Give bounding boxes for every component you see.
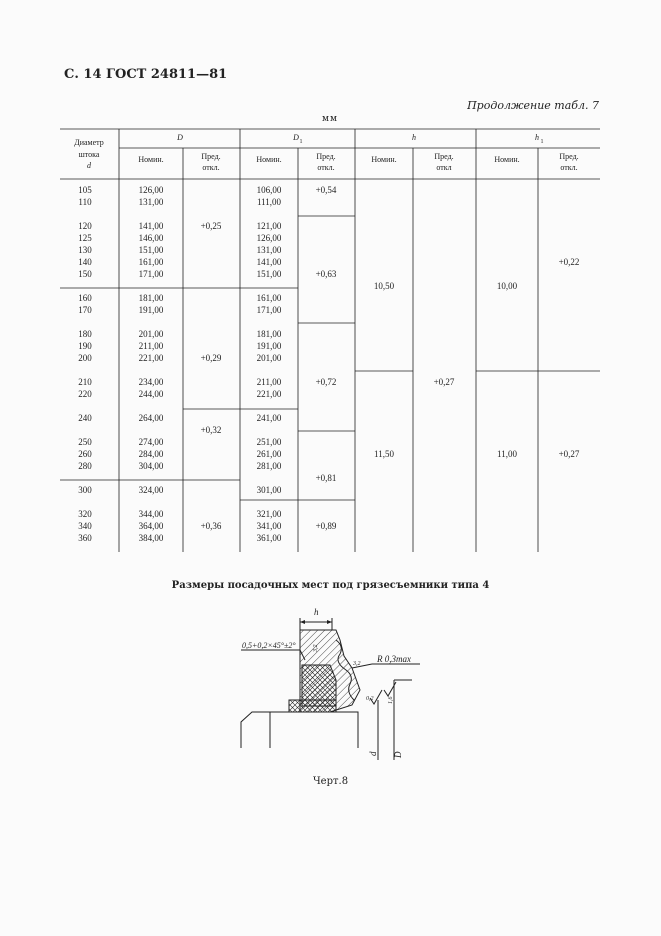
row-d-value: 320 [78, 509, 92, 519]
row-D1-nominal: 171,00 [256, 305, 282, 315]
row-D-nominal: 141,00 [138, 221, 164, 231]
dim-label-d: d [368, 751, 378, 756]
roughness-label: 1,6 [388, 696, 394, 704]
row-d-value: 110 [78, 197, 92, 207]
row-D1-nominal: 211,00 [256, 377, 282, 387]
h1-nominal: 11,00 [497, 449, 517, 459]
row-D1-nominal: 261,00 [256, 449, 282, 459]
row-D1-nominal: 251,00 [256, 437, 282, 447]
D1-tolerance: +0,89 [315, 521, 337, 531]
row-D-nominal: 151,00 [138, 245, 164, 255]
subheader-nominal: Номин. [138, 155, 164, 164]
dim-label-radius: R 0,3max [377, 654, 411, 664]
subheader-nominal: Номин. [494, 155, 520, 164]
col-header-h1: 1 [540, 139, 544, 145]
row-d-value: 150 [78, 269, 92, 279]
col-header-D: D [177, 133, 183, 142]
subheader-deviation: откл. [560, 163, 578, 172]
row-D1-nominal: 111,00 [256, 197, 282, 207]
col-header-d: штока [78, 150, 100, 159]
subheader-nominal: Номин. [371, 155, 397, 164]
row-d-value: 260 [78, 449, 92, 459]
dim-label-chamfer: 0,5+0,2×45°±2° [242, 641, 296, 650]
row-d-value: 220 [78, 389, 92, 399]
row-D-nominal: 126,00 [138, 185, 164, 195]
row-d-value: 180 [78, 329, 92, 339]
row-D-nominal: 284,00 [138, 449, 164, 459]
table-continuation-note: Продолжение табл. 7 [467, 99, 599, 112]
row-d-value: 200 [78, 353, 92, 363]
row-D-nominal: 161,00 [138, 257, 164, 267]
row-D-nominal: 221,00 [138, 353, 164, 363]
subheader-deviation: Пред. [434, 152, 454, 161]
D1-tolerance: +0,54 [315, 185, 337, 195]
row-D1-nominal: 191,00 [256, 341, 282, 351]
row-D1-nominal: 121,00 [256, 221, 282, 231]
subheader-deviation: откл. [317, 163, 335, 172]
D-tolerance: +0,25 [200, 221, 222, 231]
row-D1-nominal: 201,00 [256, 353, 282, 363]
row-d-value: 120 [78, 221, 92, 231]
row-d-value: 160 [78, 293, 92, 303]
row-d-value: 360 [78, 533, 92, 543]
units-label: мм [322, 114, 339, 124]
row-D-nominal: 264,00 [138, 413, 164, 423]
row-D-nominal: 244,00 [138, 389, 164, 399]
row-D-nominal: 211,00 [138, 341, 164, 351]
row-D1-nominal: 141,00 [256, 257, 282, 267]
roughness-label: 0,2 [366, 696, 374, 702]
col-header-D1: D [293, 133, 299, 142]
dim-label-D: D [393, 751, 403, 758]
row-d-value: 130 [78, 245, 92, 255]
row-d-value: 300 [78, 485, 92, 495]
row-d-value: 190 [78, 341, 92, 351]
row-D1-nominal: 341,00 [256, 521, 282, 531]
row-d-value: 125 [78, 233, 92, 243]
row-D1-nominal: 151,00 [256, 269, 282, 279]
row-D-nominal: 181,00 [138, 293, 164, 303]
h1-tolerance: +0,27 [558, 449, 580, 459]
roughness-label: 3,2 [313, 644, 319, 652]
row-D1-nominal: 241,00 [256, 413, 282, 423]
col-header-D1: 1 [299, 139, 303, 145]
subheader-deviation: Пред. [316, 152, 336, 161]
subheader-deviation: Пред. [559, 152, 579, 161]
row-D-nominal: 324,00 [138, 485, 164, 495]
row-D1-nominal: 321,00 [256, 509, 282, 519]
row-D-nominal: 171,00 [138, 269, 164, 279]
row-d-value: 105 [78, 185, 92, 195]
row-D1-nominal: 301,00 [256, 485, 282, 495]
subheader-nominal: Номин. [256, 155, 282, 164]
h1-tolerance: +0,22 [558, 257, 580, 267]
h1-nominal: 10,00 [496, 281, 518, 291]
D1-tolerance: +0,81 [315, 473, 337, 483]
h-nominal: 10,50 [373, 281, 395, 291]
row-D-nominal: 234,00 [138, 377, 164, 387]
row-D-nominal: 304,00 [138, 461, 164, 471]
row-D-nominal: 131,00 [138, 197, 164, 207]
row-D-nominal: 201,00 [138, 329, 164, 339]
D-tolerance: +0,29 [200, 353, 222, 363]
row-d-value: 240 [78, 413, 92, 423]
row-D-nominal: 191,00 [138, 305, 164, 315]
D1-tolerance: +0,63 [315, 269, 337, 279]
row-D1-nominal: 126,00 [256, 233, 282, 243]
section-title: Размеры посадочных мест под грязесъемники типа 4 [171, 580, 490, 591]
col-header-h1: h [535, 133, 539, 142]
row-D-nominal: 384,00 [138, 533, 164, 543]
subheader-deviation: откл [436, 163, 452, 172]
page-header: С. 14 ГОСТ 24811—81 [64, 67, 228, 82]
col-header-d: d [87, 161, 91, 170]
row-d-value: 340 [78, 521, 92, 531]
row-d-value: 250 [78, 437, 92, 447]
roughness-label: 3,2 [353, 661, 361, 667]
subheader-deviation: откл. [202, 163, 220, 172]
row-D-nominal: 274,00 [138, 437, 164, 447]
row-d-value: 280 [78, 461, 92, 471]
h-nominal: 11,50 [374, 449, 394, 459]
figure-caption: Черт.8 [312, 776, 349, 787]
h-tolerance: +0,27 [433, 377, 455, 387]
row-D1-nominal: 131,00 [256, 245, 282, 255]
col-header-d: Диаметр [74, 138, 104, 147]
row-d-value: 140 [78, 257, 92, 267]
row-D-nominal: 344,00 [138, 509, 164, 519]
row-D1-nominal: 361,00 [256, 533, 282, 543]
row-d-value: 210 [78, 377, 92, 387]
row-D1-nominal: 161,00 [256, 293, 282, 303]
row-D1-nominal: 221,00 [256, 389, 282, 399]
dim-label-h: h [314, 607, 319, 617]
D-tolerance: +0,32 [200, 425, 222, 435]
subheader-deviation: Пред. [201, 152, 221, 161]
row-d-value: 170 [78, 305, 92, 315]
col-header-h: h [412, 133, 416, 142]
D-tolerance: +0,36 [200, 521, 222, 531]
row-D1-nominal: 281,00 [256, 461, 282, 471]
row-D1-nominal: 106,00 [256, 185, 282, 195]
D1-tolerance: +0,72 [315, 377, 337, 387]
row-D-nominal: 146,00 [138, 233, 164, 243]
row-D1-nominal: 181,00 [256, 329, 282, 339]
row-D-nominal: 364,00 [138, 521, 164, 531]
